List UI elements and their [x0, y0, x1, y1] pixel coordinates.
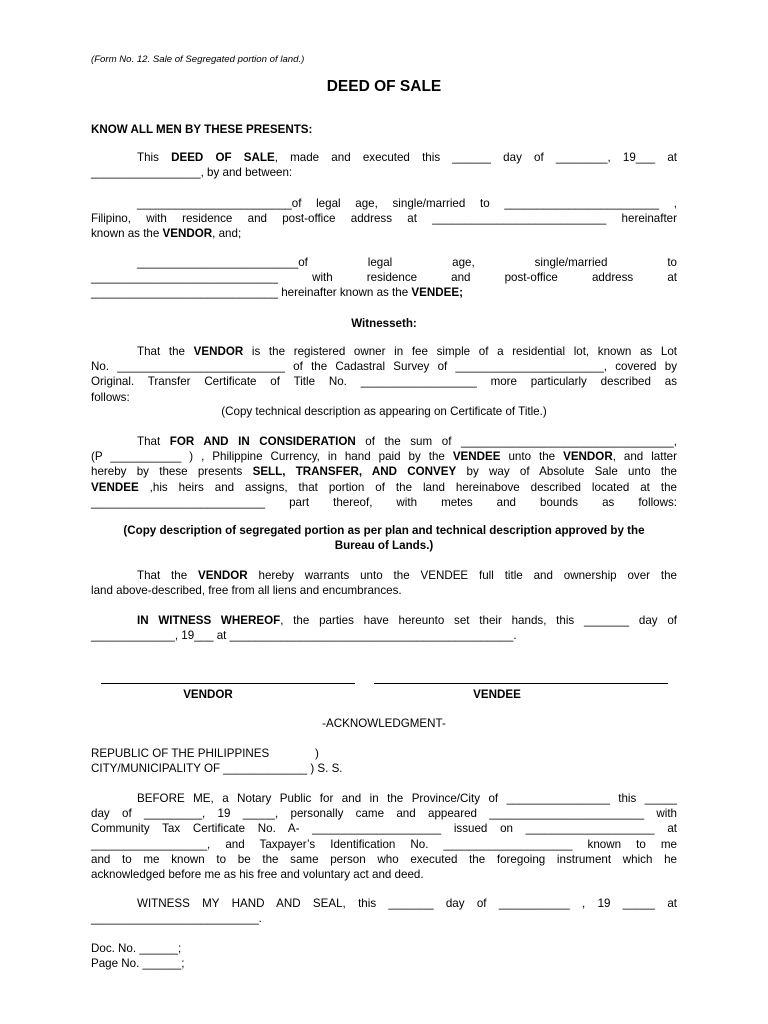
- know-all-men-heading: KNOW ALL MEN BY THESE PRESENTS:: [91, 123, 313, 136]
- vendee-signature-label: VENDEE: [473, 688, 521, 701]
- vendee-line-2: _____________________________ with residence and post-office address at: [91, 271, 677, 285]
- form-note: (Form No. 12. Sale of Segregated portion of land.): [91, 54, 305, 65]
- consideration-paragraph: [91, 434, 677, 510]
- before-line-2: day of _________, 19 _____, personally came and appeared ________________________ with: [91, 807, 677, 821]
- vendee-paragraph: [91, 255, 677, 301]
- warrant-line-1: That the VENDOR hereby warrants unto the VENDEE full title and ownership over the: [137, 569, 677, 582]
- consideration-line-2: (P ___________ ) , Philippine Currency, in hand paid by the VENDEE unto the VENDOR, and latter: [91, 450, 677, 464]
- seal-line-1: WITNESS MY HAND AND SEAL, this _______ day of ___________ , 19 _____ at: [137, 897, 677, 910]
- seal-line-2: __________________________.: [91, 912, 262, 926]
- consideration-line-1: That FOR AND IN CONSIDERATION of the sum of _________________________________,: [137, 435, 678, 448]
- intro-line-1: This DEED OF SALE, made and executed this ______ day of ________, 19___ at: [137, 151, 677, 164]
- vendor-line-1: ________________________of legal age, single/married to ________________________ ,: [137, 197, 677, 210]
- vendor-signature-line: [101, 683, 355, 684]
- acknowledgment-heading: -ACKNOWLEDGMENT-: [322, 717, 446, 730]
- before-line-4: __________________, and Taxpayer’s Identification No. ____________________ known to me: [91, 837, 677, 851]
- vendee-signature-line: [374, 683, 668, 684]
- before-me-paragraph: [91, 791, 677, 882]
- witnesseth-heading: Witnesseth:: [351, 317, 417, 330]
- owner-paragraph: [91, 344, 677, 405]
- intro-paragraph: [91, 150, 677, 180]
- seal-paragraph: [91, 896, 677, 926]
- republic-line-2: CITY/MUNICIPALITY OF _____________ ) S. S.: [91, 762, 343, 775]
- warrant-paragraph: [91, 568, 677, 598]
- intro-line-2: _________________, by and between:: [91, 166, 293, 180]
- vendor-line-2: Filipino, with residence and post-office address at ___________________________ hereinafter: [91, 212, 677, 226]
- vendor-signature-label: VENDOR: [183, 688, 233, 701]
- before-line-5: and to me known to be the same person who executed the foregoing instrument which he: [91, 852, 677, 866]
- vendee-line-3: _____________________________ hereinafter known as the VENDEE;: [91, 286, 463, 300]
- page-no-field: Page No. ______;: [91, 957, 185, 970]
- owner-line-3: Original. Transfer Certificate of Title No. __________________ more particularly described as: [91, 375, 677, 389]
- vendee-line-1: _________________________of legal age, single/married to: [137, 256, 677, 269]
- owner-line-2: No. __________________________ of the Cadastral Survey of _______________________, covered by: [91, 360, 677, 374]
- republic-paren: ): [315, 747, 319, 760]
- witness-whereof-paragraph: [91, 613, 677, 643]
- consideration-line-3: hereby by these presents SELL, TRANSFER, AND CONVEY by way of Absolute Sale unto the: [91, 465, 677, 479]
- copy-technical-note: (Copy technical description as appearing on Certificate of Title.): [221, 405, 547, 418]
- consideration-line-5: ___________________________ part thereof, with metes and bounds as follows:: [91, 495, 677, 509]
- owner-line-4: follows:: [91, 390, 130, 404]
- before-line-3: Community Tax Certificate No. A- ____________________ issued on ____________________ at: [91, 822, 677, 836]
- copy-segregated-note: (Copy description of segregated portion as per plan and technical description approved by the Bureau of Lands.): [123, 524, 645, 553]
- vendor-paragraph: [91, 196, 677, 242]
- republic-line-1: REPUBLIC OF THE PHILIPPINES: [91, 747, 270, 760]
- warrant-line-2: land above-described, free from all liens and encumbrances.: [91, 584, 402, 598]
- before-line-1: BEFORE ME, a Notary Public for and in the Province/City of ________________ this _____: [137, 792, 677, 805]
- consideration-line-4: VENDEE ,his heirs and assigns, that portion of the land hereinabove described located at the: [91, 480, 677, 494]
- witness-line-2: _____________, 19___ at ____________________________________________.: [91, 629, 517, 643]
- before-line-6: acknowledged before me as his free and voluntary act and deed.: [91, 868, 424, 882]
- doc-no-field: Doc. No. ______;: [91, 942, 182, 955]
- owner-line-1: That the VENDOR is the registered owner in fee simple of a residential lot, known as Lot: [137, 345, 677, 358]
- page-title: DEED OF SALE: [326, 78, 442, 95]
- vendor-line-3: known as the VENDOR, and;: [91, 227, 242, 241]
- witness-line-1: IN WITNESS WHEREOF, the parties have hereunto set their hands, this _______ day of: [137, 614, 677, 627]
